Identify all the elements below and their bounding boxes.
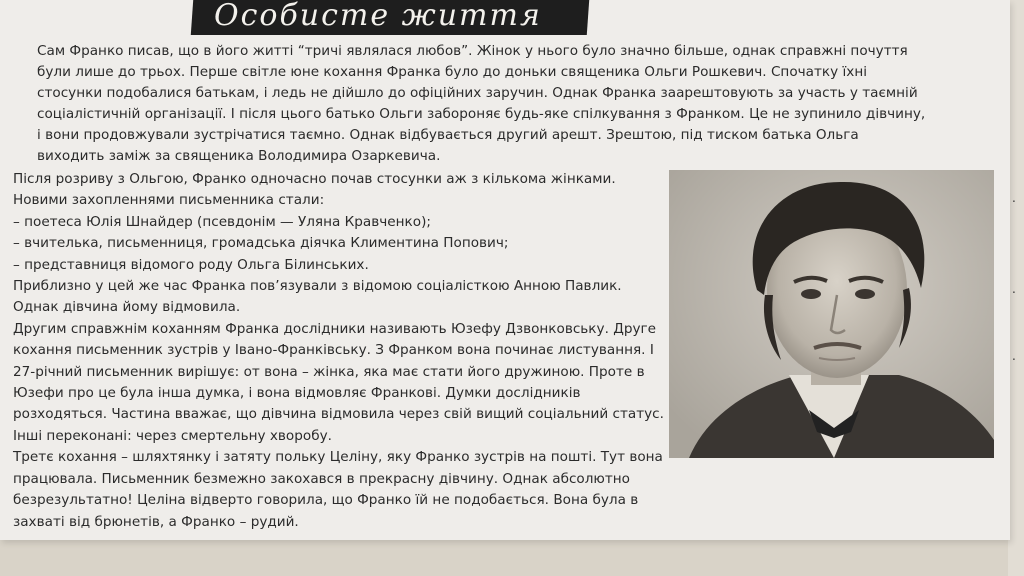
body-line: Юзефи про це була інша думка, і вона відмовляє Франкові. Думки дослідників [13,385,581,402]
body-line: Інші переконані: через смертельну хворобу. [13,427,332,444]
body-line: працювала. Письменник безмежно закохався в прекрасну дівчину. Однак абсолютно [13,470,631,487]
body-line: 27-річний письменник вирішує: от вона – жінка, яка має стати його дружиною. Проте в [13,363,645,380]
body-text [13,169,663,533]
decor-dot: . [1012,191,1016,205]
body-line: Приблизно у цей же час Франка пов’язували з відомою соціалісткою Анною Павлик. [13,278,622,295]
body-line: Третє кохання – шляхтянку і затяту польку Целіну, яку Франко зустрів на пошті. Тут вона [13,449,663,466]
body-line: – поетеса Юлія Шнайдер (псевдонім — Уляна Кравченко); [13,213,431,230]
body-line: Після розриву з Ольгою, Франко одночасно почав стосунки аж з кількома жінками. [13,171,616,187]
body-line: Другим справжнім коханням Франка дослідники називають Юзефу Дзвонковську. Друге [13,320,657,337]
slide-title: Особисте життя [214,0,542,33]
body-line: розходяться. Частина вважає, що дівчина відмовила через свій вищий соціальний статус. [13,406,664,423]
paper-bottom-layer [0,536,1024,576]
body-line: кохання письменник зустрів у Івано-Франківську. З Франком вона починає листування. І [13,342,654,359]
body-line: безрезультатно! Целіна відверто говорила, що Франко їй не подобається. Вона була в [13,492,639,509]
decor-dot: . [1012,282,1016,296]
body-line: – вчителька, письменниця, громадська діячка Климентина Попович; [13,235,509,252]
body-line: Однак дівчина йому відмовила. [13,299,241,316]
body-line: – представниця відомого роду Ольга Білинських. [13,256,369,273]
intro-paragraph: Сам Франко писав, що в його житті “тричі являлася любов”. Жінок у нього було значно більше, однак справжні почуття були лише до трьох. Перше світле юне кохання Франка було до доньки священика Ольги Рошкевич. Спочатку їхні стосунки подобалися батькам, і ледь не дійшло до офіційних заручин. Однак Франка заарештовують за участь у таємній соціалістичній організації. І після цього батько Ольги забороняє будь-яке спілкування з Франком. Це не зупинило дівчину, і вони продовжували зустрічатися таємно. Однак відбувається другий арешт. Зрештою, під тиском батька Ольга виходить заміж за священика Володимира Озаркевича. [37,43,926,164]
body-line: Новими захопленнями письменника стали: [13,192,325,209]
paper-right-layer [1008,0,1024,576]
portrait-illustration [669,170,994,458]
body-line: захваті від брюнетів, а Франко – рудий. [13,513,299,530]
decor-dot: . [1012,349,1016,363]
portrait-photo [669,170,994,458]
